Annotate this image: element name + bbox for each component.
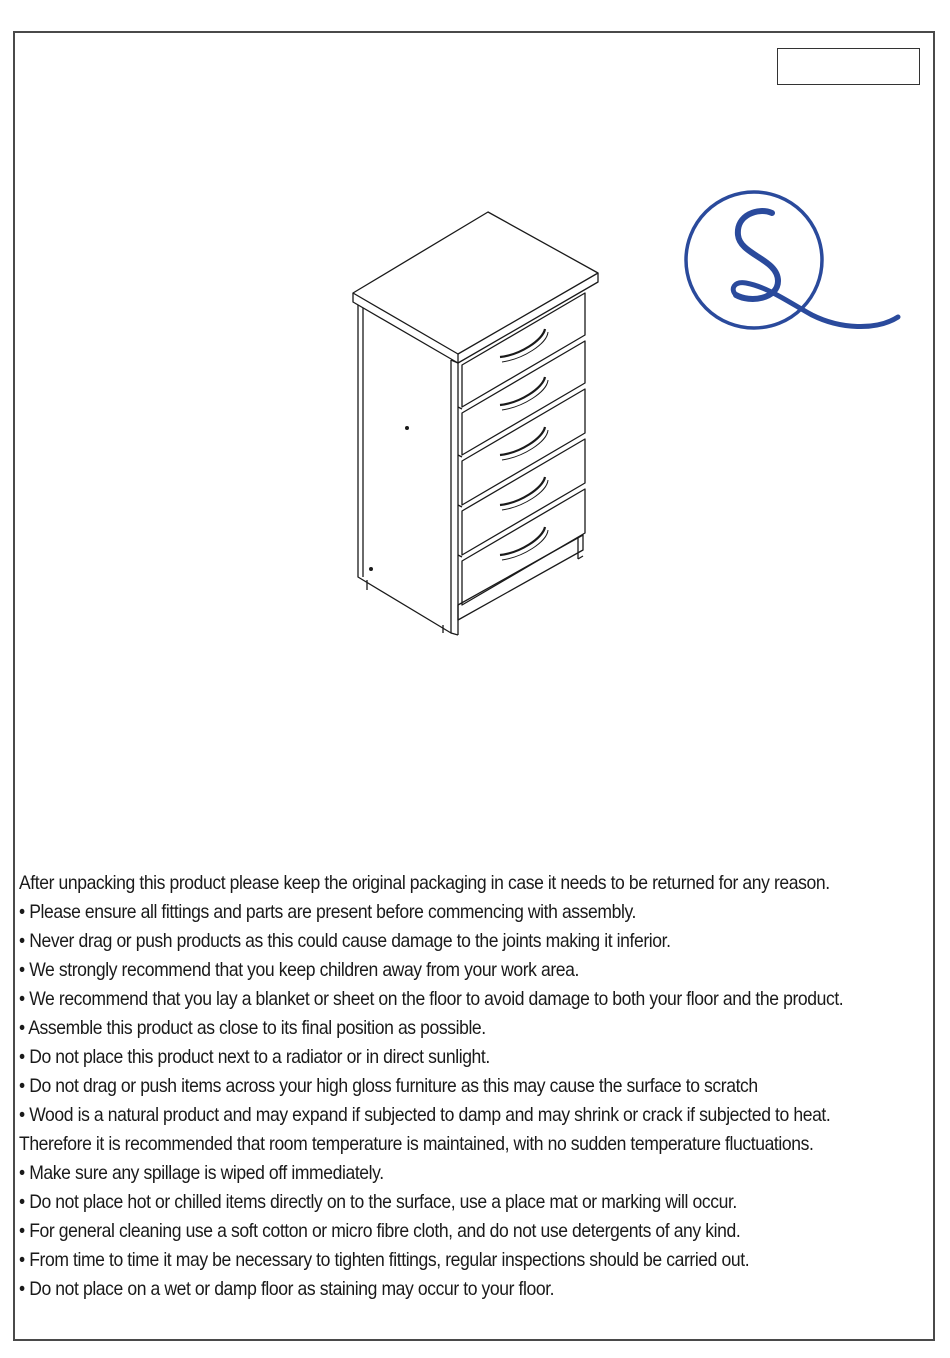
product-code-box [777,48,920,85]
handle-4 [500,477,545,505]
cabinet-plinth [458,535,583,620]
side-fitting-dot-lower [369,567,373,571]
cabinet-top-surface [353,212,598,354]
care-instructions [19,869,934,1304]
note-line: • Assemble this product as close to its final position as possible. [19,1017,486,1039]
sq-monogram-logo [680,185,902,335]
note-line: • Please ensure all fittings and parts are present before commencing with assembly. [19,901,637,923]
note-line: • Make sure any spillage is wiped off immediately. [19,1162,384,1184]
note-line: • From time to time it may be necessary to tighten fittings, regular inspections should be carried out. [19,1249,750,1271]
handle-5 [500,527,545,555]
handle-3 [500,427,545,455]
five-drawer-chest-line-drawing [345,205,605,645]
side-fitting-dot-upper [405,426,409,430]
note-line: • Wood is a natural product and may expand if subjected to damp and may shrink or crack if subjected to heat. [19,1104,831,1126]
note-line: • Do not place on a wet or damp floor as staining may occur to your floor. [19,1278,555,1300]
note-line: After unpacking this product please keep the original packaging in case it needs to be returned for any reason. [19,872,830,894]
note-line: Therefore it is recommended that room temperature is maintained, with no sudden temperature fluctuations. [19,1133,814,1155]
note-line: • Do not place this product next to a radiator or in direct sunlight. [19,1046,490,1068]
note-line: • For general cleaning use a soft cotton or micro fibre cloth, and do not use detergents of any kind. [19,1220,741,1242]
handle-1 [500,329,545,357]
note-line: • We recommend that you lay a blanket or sheet on the floor to avoid damage to both your floor and the product. [19,988,844,1010]
note-line: • Do not place hot or chilled items directly on to the surface, use a place mat or marking will occur. [19,1191,737,1213]
cabinet-side-panel [358,305,451,633]
note-line: • Do not drag or push items across your high gloss furniture as this may cause the surface to scratch [19,1075,758,1097]
note-line: • Never drag or push products as this could cause damage to the joints making it inferior. [19,930,671,952]
note-line: • We strongly recommend that you keep children away from your work area. [19,959,579,981]
